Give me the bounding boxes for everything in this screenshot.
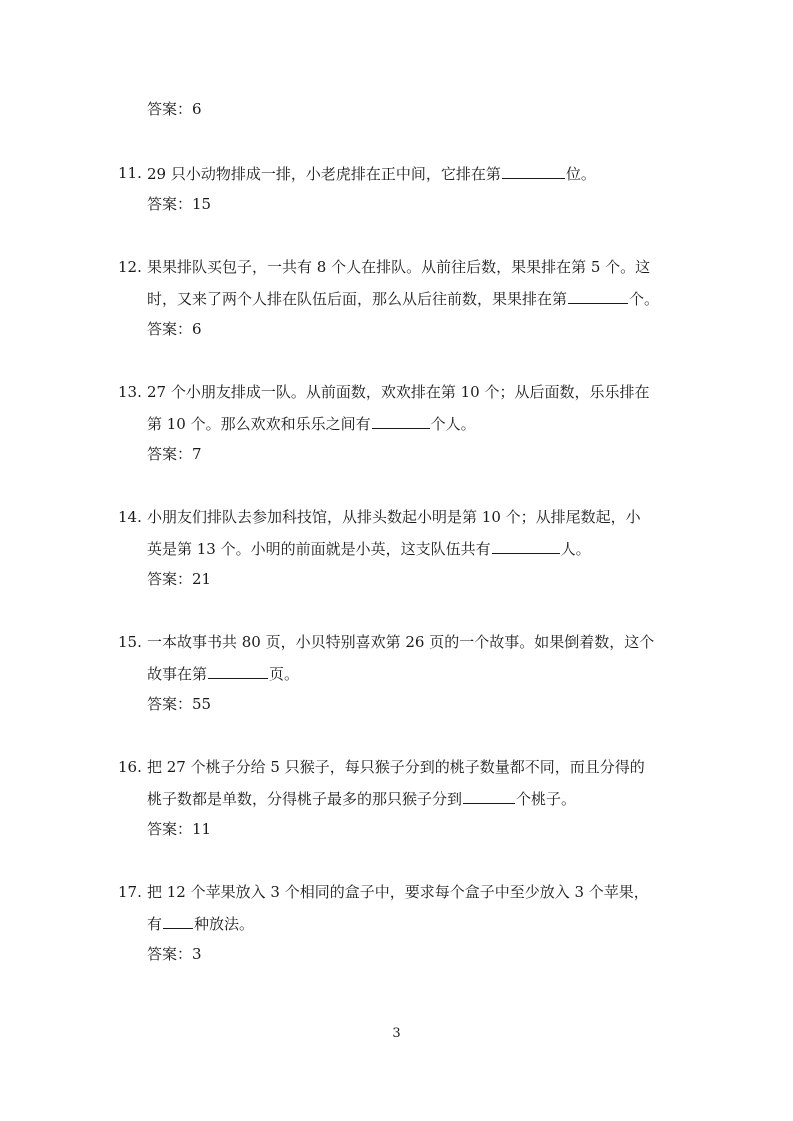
- question-number: 15.: [118, 633, 142, 651]
- answer-line: [147, 819, 211, 839]
- answer-value: 21: [192, 570, 212, 588]
- answer-blank: [372, 413, 430, 429]
- answer-prefix: 答案：: [147, 320, 193, 338]
- question-line: 第 10 个。那么欢欢和乐乐之间有 个人。: [147, 415, 476, 433]
- answer-prefix: 答案：: [147, 820, 193, 838]
- question-line: 有 种放法。: [147, 915, 255, 933]
- answer-blank: [502, 163, 565, 179]
- question-line: 一本故事书共 80 页，小贝特别喜欢第 26 页的一个故事。如果倒着数，这个: [147, 633, 655, 651]
- question-number: 16.: [118, 758, 142, 776]
- answer-value: 6: [192, 100, 202, 118]
- answer-prefix: 答案：: [147, 945, 193, 963]
- question-line: 29 只小动物排成一排，小老虎排在正中间，它排在第 位。: [147, 165, 596, 183]
- question-number: 11.: [118, 164, 142, 182]
- answer-line: [147, 99, 202, 119]
- question-line: 把 27 个桃子分给 5 只猴子，每只猴子分到的桃子数量都不同，而且分得的: [147, 758, 645, 776]
- question-line: 小朋友们排队去参加科技馆，从排头数起小明是第 10 个；从排尾数起，小: [147, 508, 641, 526]
- answer-prefix: 答案：: [147, 445, 193, 463]
- answer-prefix: 答案：: [147, 100, 193, 118]
- answer-line: [147, 944, 202, 964]
- answer-value: 3: [192, 945, 202, 963]
- question-line: 故事在第 页。: [147, 665, 300, 683]
- question-line: 时，又来了两个人排在队伍后面，那么从后往前数，果果排在第 个。: [147, 290, 660, 308]
- page-number: 3: [392, 1026, 401, 1041]
- answer-line: [147, 194, 211, 214]
- question-number: 14.: [118, 508, 142, 526]
- question-line: 把 12 个苹果放入 3 个相同的盒子中，要求每个盒子中至少放入 3 个苹果，: [147, 883, 649, 901]
- answer-blank: [492, 538, 560, 554]
- answer-value: 55: [192, 695, 212, 713]
- answer-value: 15: [192, 195, 212, 213]
- answer-blank: [208, 663, 268, 679]
- question-line: 27 个小朋友排成一队。从前面数，欢欢排在第 10 个；从后面数，乐乐排在: [147, 383, 650, 401]
- question-number: 13.: [118, 383, 142, 401]
- answer-line: [147, 694, 211, 714]
- answer-line: [147, 444, 202, 464]
- answer-value: 6: [192, 320, 202, 338]
- answer-blank: [163, 913, 193, 929]
- answer-value: 7: [192, 445, 202, 463]
- question-line: 桃子数都是单数，分得桃子最多的那只猴子分到 个桃子。: [147, 790, 577, 808]
- answer-line: [147, 319, 202, 339]
- answer-line: [147, 569, 211, 589]
- answer-prefix: 答案：: [147, 570, 193, 588]
- answer-blank: [568, 288, 628, 304]
- question-line: 英是第 13 个。小明的前面就是小英，这支队伍共有 人。: [147, 540, 591, 558]
- question-number: 12.: [118, 258, 142, 276]
- answer-prefix: 答案：: [147, 695, 193, 713]
- answer-prefix: 答案：: [147, 195, 193, 213]
- question-line: 果果排队买包子，一共有 8 个人在排队。从前往后数，果果排在第 5 个。这: [147, 258, 651, 276]
- answer-blank: [463, 788, 515, 804]
- answer-value: 11: [192, 820, 212, 838]
- question-number: 17.: [118, 883, 142, 901]
